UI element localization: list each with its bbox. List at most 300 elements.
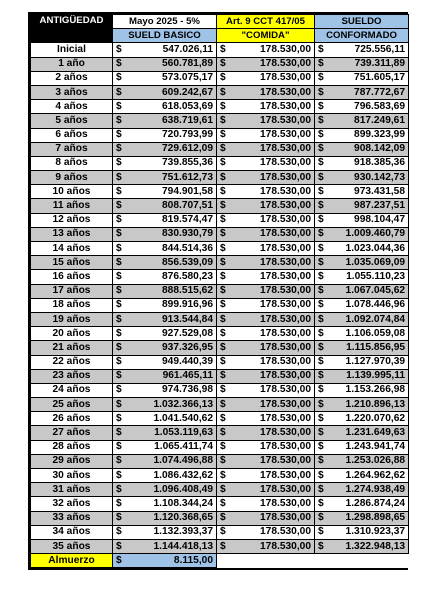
comida-value: 178.530,00: [231, 426, 315, 440]
comida-value: 178.530,00: [231, 412, 315, 426]
comida-value: 178.530,00: [231, 298, 315, 312]
comida-value: 178.530,00: [231, 256, 315, 270]
sueldo-basico-value: 1.132.393,37: [127, 525, 217, 539]
sueldo-basico-value: 937.326,95: [127, 341, 217, 355]
header-antiguedad: ANTIGÜEDAD: [31, 15, 113, 43]
comida-value: 178.530,00: [231, 142, 315, 156]
sueldo-conformado-value: 796.583,69: [329, 100, 409, 114]
sueldo-conformado-value: 1.231.649,63: [329, 426, 409, 440]
currency-sign: $: [217, 85, 231, 99]
currency-sign: $: [217, 256, 231, 270]
sueldo-conformado-value: 751.605,17: [329, 71, 409, 85]
currency-sign: $: [113, 128, 127, 142]
currency-sign: $: [217, 511, 231, 525]
currency-sign: $: [315, 128, 329, 142]
table-row: [31, 156, 409, 170]
currency-sign: $: [217, 199, 231, 213]
table-row: [31, 355, 409, 369]
sueldo-basico-value: 819.574,47: [127, 213, 217, 227]
sueldo-basico-value: 927.529,08: [127, 327, 217, 341]
row-label: 15 años: [31, 256, 113, 270]
sueldo-basico-value: 1.144.418,13: [127, 539, 217, 553]
currency-sign: $: [113, 71, 127, 85]
row-label: 4 años: [31, 100, 113, 114]
table-row: [31, 57, 409, 71]
header-art9: Art. 9 CCT 417/05: [217, 15, 315, 29]
sueldo-basico-value: 888.515,62: [127, 284, 217, 298]
comida-value: 178.530,00: [231, 43, 315, 57]
table-row: [31, 312, 409, 326]
currency-sign: $: [113, 426, 127, 440]
comida-value: 178.530,00: [231, 469, 315, 483]
almuerzo-value: 8.115,00: [127, 554, 217, 568]
comida-value: 178.530,00: [231, 327, 315, 341]
sueldo-conformado-value: 1.009.460,79: [329, 227, 409, 241]
currency-sign: $: [217, 469, 231, 483]
sueldo-basico-value: 547.026,11: [127, 43, 217, 57]
table-row: [31, 398, 409, 412]
row-label: 17 años: [31, 284, 113, 298]
currency-sign: $: [315, 185, 329, 199]
sueldo-conformado-value: 908.142,09: [329, 142, 409, 156]
footer-blank: [217, 554, 409, 568]
currency-sign: $: [113, 242, 127, 256]
currency-sign: $: [315, 85, 329, 99]
currency-sign: $: [217, 57, 231, 71]
currency-sign: $: [315, 525, 329, 539]
table-row: [31, 142, 409, 156]
header-mayo-2025: Mayo 2025 - 5%: [113, 15, 217, 29]
currency-sign: $: [315, 256, 329, 270]
sueldo-conformado-value: 1.210.896,13: [329, 398, 409, 412]
currency-sign: $: [113, 525, 127, 539]
currency-sign: $: [217, 213, 231, 227]
sueldo-basico-value: 1.108.344,24: [127, 497, 217, 511]
currency-sign: $: [315, 213, 329, 227]
table-row: [31, 270, 409, 284]
currency-sign: $: [315, 497, 329, 511]
currency-sign: $: [217, 483, 231, 497]
comida-value: 178.530,00: [231, 199, 315, 213]
currency-sign: $: [113, 454, 127, 468]
sueldo-basico-value: 618.053,69: [127, 100, 217, 114]
sueldo-conformado-value: 817.249,61: [329, 114, 409, 128]
currency-sign: $: [217, 43, 231, 57]
sueldo-conformado-value: 1.153.266,98: [329, 383, 409, 397]
currency-sign: $: [315, 298, 329, 312]
comida-value: 178.530,00: [231, 57, 315, 71]
row-label: 3 años: [31, 85, 113, 99]
comida-value: 178.530,00: [231, 71, 315, 85]
currency-sign: $: [113, 497, 127, 511]
table-row: [31, 171, 409, 185]
sueldo-basico-value: 560.781,89: [127, 57, 217, 71]
sueldo-conformado-value: 1.023.044,36: [329, 242, 409, 256]
table-row: [31, 199, 409, 213]
currency-sign: $: [217, 383, 231, 397]
table-row: [31, 284, 409, 298]
currency-sign: $: [315, 71, 329, 85]
currency-sign: $: [217, 171, 231, 185]
currency-sign: $: [113, 284, 127, 298]
table-row: [31, 454, 409, 468]
row-label: 27 años: [31, 426, 113, 440]
currency-sign: $: [113, 312, 127, 326]
sueldo-basico-value: 1.096.408,49: [127, 483, 217, 497]
sueldo-conformado-value: 930.142,73: [329, 171, 409, 185]
currency-sign: $: [315, 327, 329, 341]
sueldo-basico-value: 913.544,84: [127, 312, 217, 326]
row-label: 26 años: [31, 412, 113, 426]
currency-sign: $: [217, 227, 231, 241]
sueldo-conformado-value: 987.237,51: [329, 199, 409, 213]
comida-value: 178.530,00: [231, 114, 315, 128]
sueldo-basico-value: 751.612,73: [127, 171, 217, 185]
currency-sign: $: [113, 185, 127, 199]
table-row: [31, 298, 409, 312]
row-label: 21 años: [31, 341, 113, 355]
comida-value: 178.530,00: [231, 227, 315, 241]
currency-sign: $: [217, 412, 231, 426]
currency-sign: $: [113, 142, 127, 156]
sueldo-basico-value: 1.086.432,62: [127, 469, 217, 483]
currency-sign: $: [315, 426, 329, 440]
sueldo-conformado-value: 1.243.941,74: [329, 440, 409, 454]
row-label: 19 años: [31, 312, 113, 326]
comida-value: 178.530,00: [231, 242, 315, 256]
currency-sign: $: [217, 312, 231, 326]
comida-value: 178.530,00: [231, 171, 315, 185]
currency-sign: $: [217, 440, 231, 454]
sueldo-conformado-value: 1.274.938,49: [329, 483, 409, 497]
table-row: [31, 426, 409, 440]
sueldo-basico-value: 899.916,96: [127, 298, 217, 312]
table-body: [31, 43, 409, 568]
currency-sign: $: [217, 369, 231, 383]
row-label: 30 años: [31, 469, 113, 483]
sueldo-conformado-value: 1.298.898,65: [329, 511, 409, 525]
row-label: 23 años: [31, 369, 113, 383]
sueldo-conformado-value: 1.078.446,96: [329, 298, 409, 312]
comida-value: 178.530,00: [231, 383, 315, 397]
row-label: 31 años: [31, 483, 113, 497]
currency-sign: $: [315, 398, 329, 412]
sueldo-conformado-value: 1.220.070,62: [329, 412, 409, 426]
currency-sign: $: [113, 369, 127, 383]
comida-value: 178.530,00: [231, 341, 315, 355]
comida-value: 178.530,00: [231, 398, 315, 412]
currency-sign: $: [315, 412, 329, 426]
sueldo-basico-value: 1.065.411,74: [127, 440, 217, 454]
currency-sign: $: [217, 525, 231, 539]
currency-sign: $: [315, 341, 329, 355]
row-label: 14 años: [31, 242, 113, 256]
table-row: [31, 511, 409, 525]
comida-value: 178.530,00: [231, 511, 315, 525]
comida-value: 178.530,00: [231, 312, 315, 326]
currency-sign: $: [217, 71, 231, 85]
table-row: [31, 525, 409, 539]
sueldo-conformado-value: 1.106.059,08: [329, 327, 409, 341]
table-row: [31, 43, 409, 57]
sueldo-basico-value: 1.053.119,63: [127, 426, 217, 440]
comida-value: 178.530,00: [231, 85, 315, 99]
sueldo-conformado-value: 1.286.874,24: [329, 497, 409, 511]
currency-sign: $: [217, 185, 231, 199]
currency-sign: $: [113, 43, 127, 57]
currency-sign: $: [113, 57, 127, 71]
table-row: [31, 185, 409, 199]
footer-row: [31, 554, 409, 568]
currency-sign: $: [113, 398, 127, 412]
comida-value: 178.530,00: [231, 483, 315, 497]
header-sueldo: SUELDO: [315, 15, 409, 29]
table-row: [31, 100, 409, 114]
currency-sign: $: [113, 483, 127, 497]
currency-sign: $: [315, 440, 329, 454]
table-row: [31, 128, 409, 142]
currency-sign: $: [113, 156, 127, 170]
currency-sign: $: [217, 426, 231, 440]
currency-sign: $: [113, 256, 127, 270]
currency-sign: $: [315, 199, 329, 213]
sueldo-basico-value: 876.580,23: [127, 270, 217, 284]
currency-sign: $: [217, 156, 231, 170]
sueldo-conformado-value: 1.092.074,84: [329, 312, 409, 326]
currency-sign: $: [113, 85, 127, 99]
row-label: 29 años: [31, 454, 113, 468]
currency-sign: $: [217, 539, 231, 553]
sueldo-basico-value: 739.855,36: [127, 156, 217, 170]
table-row: [31, 114, 409, 128]
currency-sign: $: [315, 227, 329, 241]
currency-sign: $: [217, 398, 231, 412]
comida-value: 178.530,00: [231, 525, 315, 539]
currency-sign: $: [113, 383, 127, 397]
row-label: 34 años: [31, 525, 113, 539]
row-label: 1 año: [31, 57, 113, 71]
sueldo-conformado-value: 1.253.026,88: [329, 454, 409, 468]
sueldo-conformado-value: 1.067.045,62: [329, 284, 409, 298]
table-row: [31, 71, 409, 85]
row-label: 16 años: [31, 270, 113, 284]
row-label: 25 años: [31, 398, 113, 412]
sueldo-basico-value: 974.736,98: [127, 383, 217, 397]
table-row: [31, 383, 409, 397]
row-label: 10 años: [31, 185, 113, 199]
sueldo-basico-value: 1.120.368,65: [127, 511, 217, 525]
table-row: [31, 213, 409, 227]
currency-sign: $: [217, 341, 231, 355]
sueldo-conformado-value: 739.311,89: [329, 57, 409, 71]
table-row: [31, 440, 409, 454]
currency-sign: $: [217, 142, 231, 156]
currency-sign: $: [315, 100, 329, 114]
almuerzo-label: Almuerzo: [31, 554, 113, 568]
row-label: 22 años: [31, 355, 113, 369]
row-label: 8 años: [31, 156, 113, 170]
comida-value: 178.530,00: [231, 454, 315, 468]
salary-table: [28, 12, 408, 570]
currency-sign: $: [315, 242, 329, 256]
row-label: 24 años: [31, 383, 113, 397]
sueldo-conformado-value: 1.127.970,39: [329, 355, 409, 369]
comida-value: 178.530,00: [231, 128, 315, 142]
comida-value: 178.530,00: [231, 270, 315, 284]
currency-sign: $: [217, 298, 231, 312]
sueldo-basico-value: 844.514,36: [127, 242, 217, 256]
header-comida: "COMIDA": [217, 29, 315, 43]
row-label: 32 años: [31, 497, 113, 511]
currency-sign: $: [113, 270, 127, 284]
sueldo-basico-value: 830.930,79: [127, 227, 217, 241]
currency-sign: $: [217, 114, 231, 128]
currency-sign: $: [113, 114, 127, 128]
currency-sign: $: [113, 100, 127, 114]
salary-grid: [30, 14, 409, 568]
comida-value: 178.530,00: [231, 156, 315, 170]
row-label: 28 años: [31, 440, 113, 454]
row-label: 7 años: [31, 142, 113, 156]
row-label: 35 años: [31, 539, 113, 553]
currency-sign: $: [315, 539, 329, 553]
currency-sign: $: [315, 454, 329, 468]
currency-sign: $: [315, 142, 329, 156]
comida-value: 178.530,00: [231, 539, 315, 553]
sueldo-basico-value: 720.793,99: [127, 128, 217, 142]
table-row: [31, 469, 409, 483]
table-row: [31, 242, 409, 256]
currency-sign: $: [315, 114, 329, 128]
row-label: 18 años: [31, 298, 113, 312]
row-label: 6 años: [31, 128, 113, 142]
row-label: 11 años: [31, 199, 113, 213]
sueldo-conformado-value: 899.323,99: [329, 128, 409, 142]
sueldo-conformado-value: 1.310.923,37: [329, 525, 409, 539]
row-label: 13 años: [31, 227, 113, 241]
comida-value: 178.530,00: [231, 440, 315, 454]
currency-sign: $: [217, 355, 231, 369]
currency-sign: $: [217, 454, 231, 468]
row-label: 5 años: [31, 114, 113, 128]
sueldo-conformado-value: 1.035.069,09: [329, 256, 409, 270]
currency-sign: $: [315, 383, 329, 397]
sueldo-basico-value: 609.242,67: [127, 85, 217, 99]
table-row: [31, 497, 409, 511]
comida-value: 178.530,00: [231, 213, 315, 227]
sueldo-conformado-value: 1.115.856,95: [329, 341, 409, 355]
table-row: [31, 539, 409, 553]
comida-value: 178.530,00: [231, 284, 315, 298]
currency-sign: $: [217, 242, 231, 256]
table-row: [31, 412, 409, 426]
comida-value: 178.530,00: [231, 185, 315, 199]
row-label: 2 años: [31, 71, 113, 85]
comida-value: 178.530,00: [231, 369, 315, 383]
currency-sign: $: [113, 199, 127, 213]
sueldo-basico-value: 961.465,11: [127, 369, 217, 383]
sueldo-conformado-value: 787.772,67: [329, 85, 409, 99]
table-row: [31, 483, 409, 497]
sueldo-conformado-value: 725.556,11: [329, 43, 409, 57]
row-label: 12 años: [31, 213, 113, 227]
currency-sign: $: [113, 554, 127, 568]
currency-sign: $: [315, 483, 329, 497]
sueldo-conformado-value: 1.264.962,62: [329, 469, 409, 483]
sueldo-conformado-value: 918.385,36: [329, 156, 409, 170]
header-sueldo-basico: SUELD BASICO: [113, 29, 217, 43]
table-row: [31, 341, 409, 355]
currency-sign: $: [315, 355, 329, 369]
currency-sign: $: [217, 327, 231, 341]
sueldo-conformado-value: 1.322.948,13: [329, 539, 409, 553]
currency-sign: $: [113, 440, 127, 454]
sueldo-conformado-value: 973.431,58: [329, 185, 409, 199]
currency-sign: $: [315, 270, 329, 284]
row-label: 20 años: [31, 327, 113, 341]
comida-value: 178.530,00: [231, 355, 315, 369]
table-row: [31, 227, 409, 241]
comida-value: 178.530,00: [231, 497, 315, 511]
row-label: 9 años: [31, 171, 113, 185]
table-row: [31, 327, 409, 341]
currency-sign: $: [217, 100, 231, 114]
currency-sign: $: [113, 171, 127, 185]
currency-sign: $: [315, 156, 329, 170]
header-conformado: CONFORMADO: [315, 29, 409, 43]
currency-sign: $: [315, 369, 329, 383]
sueldo-basico-value: 856.539,09: [127, 256, 217, 270]
row-label: Inicial: [31, 43, 113, 57]
sueldo-basico-value: 573.075,17: [127, 71, 217, 85]
sueldo-basico-value: 1.074.496,88: [127, 454, 217, 468]
currency-sign: $: [113, 213, 127, 227]
currency-sign: $: [315, 43, 329, 57]
currency-sign: $: [315, 171, 329, 185]
table-row: [31, 369, 409, 383]
currency-sign: $: [315, 284, 329, 298]
currency-sign: $: [315, 511, 329, 525]
table-row: [31, 256, 409, 270]
comida-value: 178.530,00: [231, 100, 315, 114]
currency-sign: $: [113, 355, 127, 369]
sueldo-basico-value: 949.440,39: [127, 355, 217, 369]
currency-sign: $: [217, 270, 231, 284]
sueldo-basico-value: 638.719,61: [127, 114, 217, 128]
sueldo-basico-value: 794.901,58: [127, 185, 217, 199]
currency-sign: $: [113, 511, 127, 525]
sueldo-basico-value: 1.032.366,13: [127, 398, 217, 412]
currency-sign: $: [113, 539, 127, 553]
currency-sign: $: [315, 312, 329, 326]
sueldo-basico-value: 808.707,51: [127, 199, 217, 213]
sueldo-conformado-value: 1.055.110,23: [329, 270, 409, 284]
table-row: [31, 85, 409, 99]
sueldo-basico-value: 729.612,09: [127, 142, 217, 156]
sueldo-basico-value: 1.041.540,62: [127, 412, 217, 426]
sueldo-conformado-value: 1.139.995,11: [329, 369, 409, 383]
currency-sign: $: [113, 341, 127, 355]
sueldo-conformado-value: 998.104,47: [329, 213, 409, 227]
currency-sign: $: [217, 128, 231, 142]
currency-sign: $: [113, 327, 127, 341]
currency-sign: $: [113, 412, 127, 426]
currency-sign: $: [217, 497, 231, 511]
currency-sign: $: [217, 284, 231, 298]
currency-sign: $: [113, 469, 127, 483]
currency-sign: $: [113, 298, 127, 312]
row-label: 33 años: [31, 511, 113, 525]
